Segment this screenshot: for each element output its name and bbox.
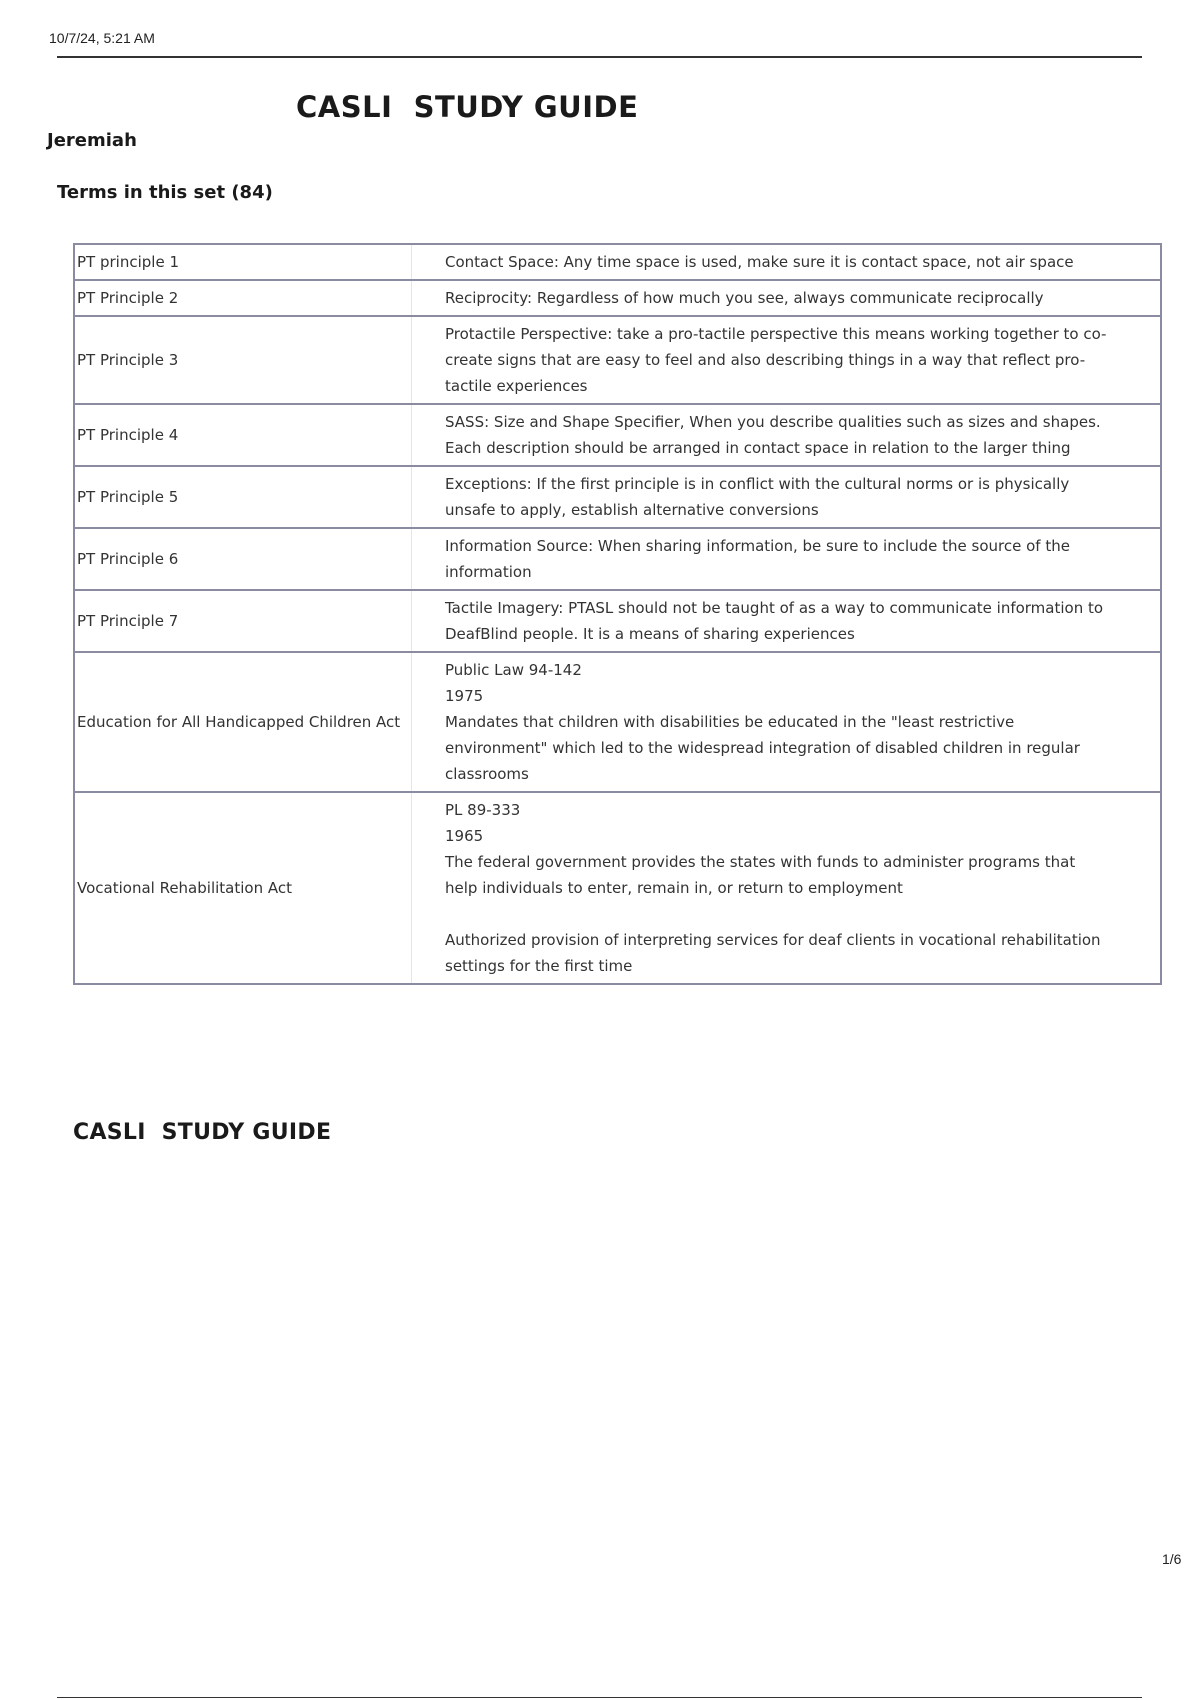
definition-cell [412, 244, 1162, 280]
definition-line: PL 89-333 [445, 801, 521, 819]
terms-table-body [74, 244, 1161, 984]
definition-line: SASS: Size and Shape Specifier, When you describe qualities such as sizes and shapes. Each description should be arranged in contact space in relation to the larger thing [445, 413, 1101, 457]
terms-count-label: Terms in this set (84) [57, 182, 273, 203]
definition-cell [412, 280, 1162, 316]
print-timestamp: 10/7/24, 5:21 AM [49, 30, 155, 46]
definition-cell [412, 652, 1162, 792]
term-row [74, 404, 1161, 466]
definition-line: Mandates that children with disabilities be educated in the "least restrictive environment" which led to the widespread integration of disabled children in regular classrooms [445, 713, 1080, 783]
footer-divider [57, 1697, 1142, 1698]
term-row [74, 244, 1161, 280]
term-cell: Education for All Handicapped Children Act [74, 652, 412, 792]
term-row [74, 590, 1161, 652]
definition-line: Reciprocity: Regardless of how much you see, always communicate reciprocally [445, 289, 1044, 307]
term-row [74, 652, 1161, 792]
definition-line: Tactile Imagery: PTASL should not be taught of as a way to communicate information to DeafBlind people. It is a means of sharing experiences [445, 599, 1104, 643]
definition-cell [412, 590, 1162, 652]
document-title: CASLI STUDY GUIDE [296, 90, 639, 124]
term-cell: PT Principle 6 [74, 528, 412, 590]
definition-cell [412, 404, 1162, 466]
terms-table [73, 243, 1162, 985]
section-heading: CASLI STUDY GUIDE [73, 1120, 332, 1145]
term-row [74, 316, 1161, 404]
author-name: Jeremiah [47, 130, 137, 151]
term-cell: PT Principle 2 [74, 280, 412, 316]
definition-cell [412, 466, 1162, 528]
definition-line: Authorized provision of interpreting services for deaf clients in vocational rehabilitation settings for the first time [445, 931, 1101, 975]
definition-line: 1965 [445, 827, 484, 845]
term-cell: PT Principle 3 [74, 316, 412, 404]
term-cell: PT Principle 4 [74, 404, 412, 466]
term-cell: PT principle 1 [74, 244, 412, 280]
term-cell: Vocational Rehabilitation Act [74, 792, 412, 984]
definition-line: Information Source: When sharing information, be sure to include the source of the information [445, 537, 1070, 581]
definition-line: The federal government provides the states with funds to administer programs that help individuals to enter, remain in, or return to employment [445, 853, 1076, 897]
definition-line: Exceptions: If the first principle is in conflict with the cultural norms or is physically unsafe to apply, establish alternative conversions [445, 475, 1070, 519]
definition-cell [412, 528, 1162, 590]
header-divider [57, 56, 1142, 58]
page-number: 1/6 [1162, 1551, 1182, 1567]
definition-line: Contact Space: Any time space is used, make sure it is contact space, not air space [445, 253, 1074, 271]
term-row [74, 280, 1161, 316]
term-cell: PT Principle 7 [74, 590, 412, 652]
definition-cell [412, 792, 1162, 984]
term-row [74, 792, 1161, 984]
term-row [74, 528, 1161, 590]
definition-line: Protactile Perspective: take a pro-tactile perspective this means working together to co-create signs that are easy to feel and also describing things in a way that reflect pro-tactile experiences [445, 325, 1107, 395]
definition-line: Public Law 94-142 [445, 661, 582, 679]
definition-line [445, 901, 1110, 927]
definition-cell [412, 316, 1162, 404]
term-cell: PT Principle 5 [74, 466, 412, 528]
definition-line: 1975 [445, 687, 484, 705]
term-row [74, 466, 1161, 528]
